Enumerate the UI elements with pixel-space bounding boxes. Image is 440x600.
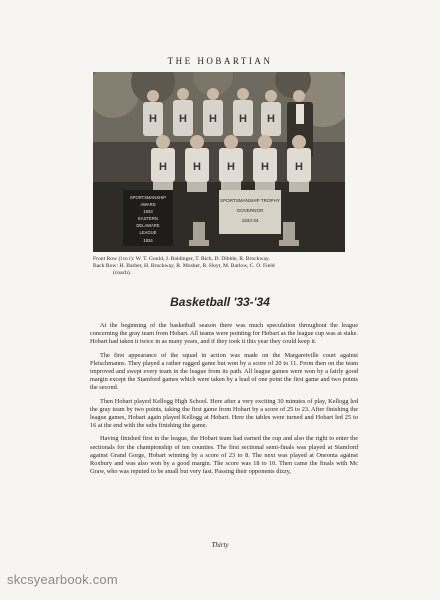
left-banner-line: 1933 — [143, 209, 153, 214]
jersey-letter: H — [227, 161, 235, 173]
right-banner-line: 1933-34 — [241, 218, 259, 223]
left-banner-line: LEAGUE — [139, 230, 157, 235]
caption-coach-suffix: (coach). — [113, 270, 132, 277]
jersey-letter: H — [295, 161, 303, 173]
paragraph: The first appearance of the squad in action was made on the Margaretville court against Fleischmanns. They played a rather ragged game but won by a score of 20 to 11. From then on the team improved and swept every team in the league from its path. All league games were won by a fairly good margin except the Stamford games which were taken by a lead of one point the first game and two points the second. — [90, 351, 358, 392]
jersey-letter: H — [159, 161, 167, 173]
left-banner-line: SPORTSMANSHIP — [129, 195, 167, 200]
caption-back-label: Back Row: — [93, 263, 119, 270]
jersey-letter: H — [193, 161, 201, 173]
jersey-letter: H — [261, 161, 269, 173]
paragraph: Having finished first in the league, the Hobart team had earned the cup and also the right to enter the sectionals for the championship of ten counties. The first sectional semi-finals was played at Stamford against Grand Gorge, Hobart winning by a score of 23 to 8. The next was played at Oneonta against Roxbury and was also won by a good margin. The score was 18 to 10. Then came the finals with Mc Graw, who was reputed to be small but very fast. Passing their opponents dizzy, — [90, 435, 358, 476]
jersey-letter: H — [149, 113, 157, 125]
caption-front-label: Front Row (l to r): — [93, 256, 135, 262]
article-body — [90, 322, 358, 481]
left-banner-line: AWARD — [140, 202, 156, 207]
article-title: Basketball '33-'34 — [170, 295, 270, 309]
page-header: THE HOBARTIAN — [167, 56, 273, 66]
jersey-letter: H — [239, 113, 247, 125]
page-number: Thirty — [211, 541, 229, 549]
watermark: skcsyearbook.com — [7, 572, 118, 587]
photo-caption — [93, 256, 353, 278]
caption-front-names: W. T. Gould, J. Baldinger, T. Rich, D. Dibble, R. Brockway. — [135, 256, 270, 262]
left-banner-line: EASTERN — [138, 216, 158, 221]
paragraph: At the beginning of the basketball season there was much speculation throughout the league concerning the gray team from Hobart. All teams were pointing for Hobart as the league cup was at stake. Hobart had taken it twice in as many years, and if they took it this year they could keep it. — [90, 322, 358, 346]
right-banner-line: SPORTSMANSHIP TROPHY — [220, 198, 280, 203]
caption-back-names: H. Barber, H. Brockway, R. Mosher, R. Hoyt, M. Barlow, C. O. Field — [119, 263, 275, 270]
jersey-letter: H — [267, 113, 275, 125]
jersey-letter: H — [179, 113, 187, 125]
right-banner-line: GOVERNOR — [236, 208, 264, 213]
left-banner-line: DELAWARE — [136, 223, 160, 228]
team-photo — [93, 72, 345, 252]
jersey-letter: H — [209, 113, 217, 125]
left-banner-line: 1934 — [143, 238, 153, 243]
paragraph: Then Hobart played Kellogg High School. Here after a very exciting 30 minutes of play, Kellogg led the gray team by two points, taking the first game from Hobart by a score of 25 to 23. After finishing the league games, Hobart again played Kellogg at Hobart. Here the tables were turned and Hobart led 25 to 16 at the end with the subs finishing the game. — [90, 397, 358, 430]
